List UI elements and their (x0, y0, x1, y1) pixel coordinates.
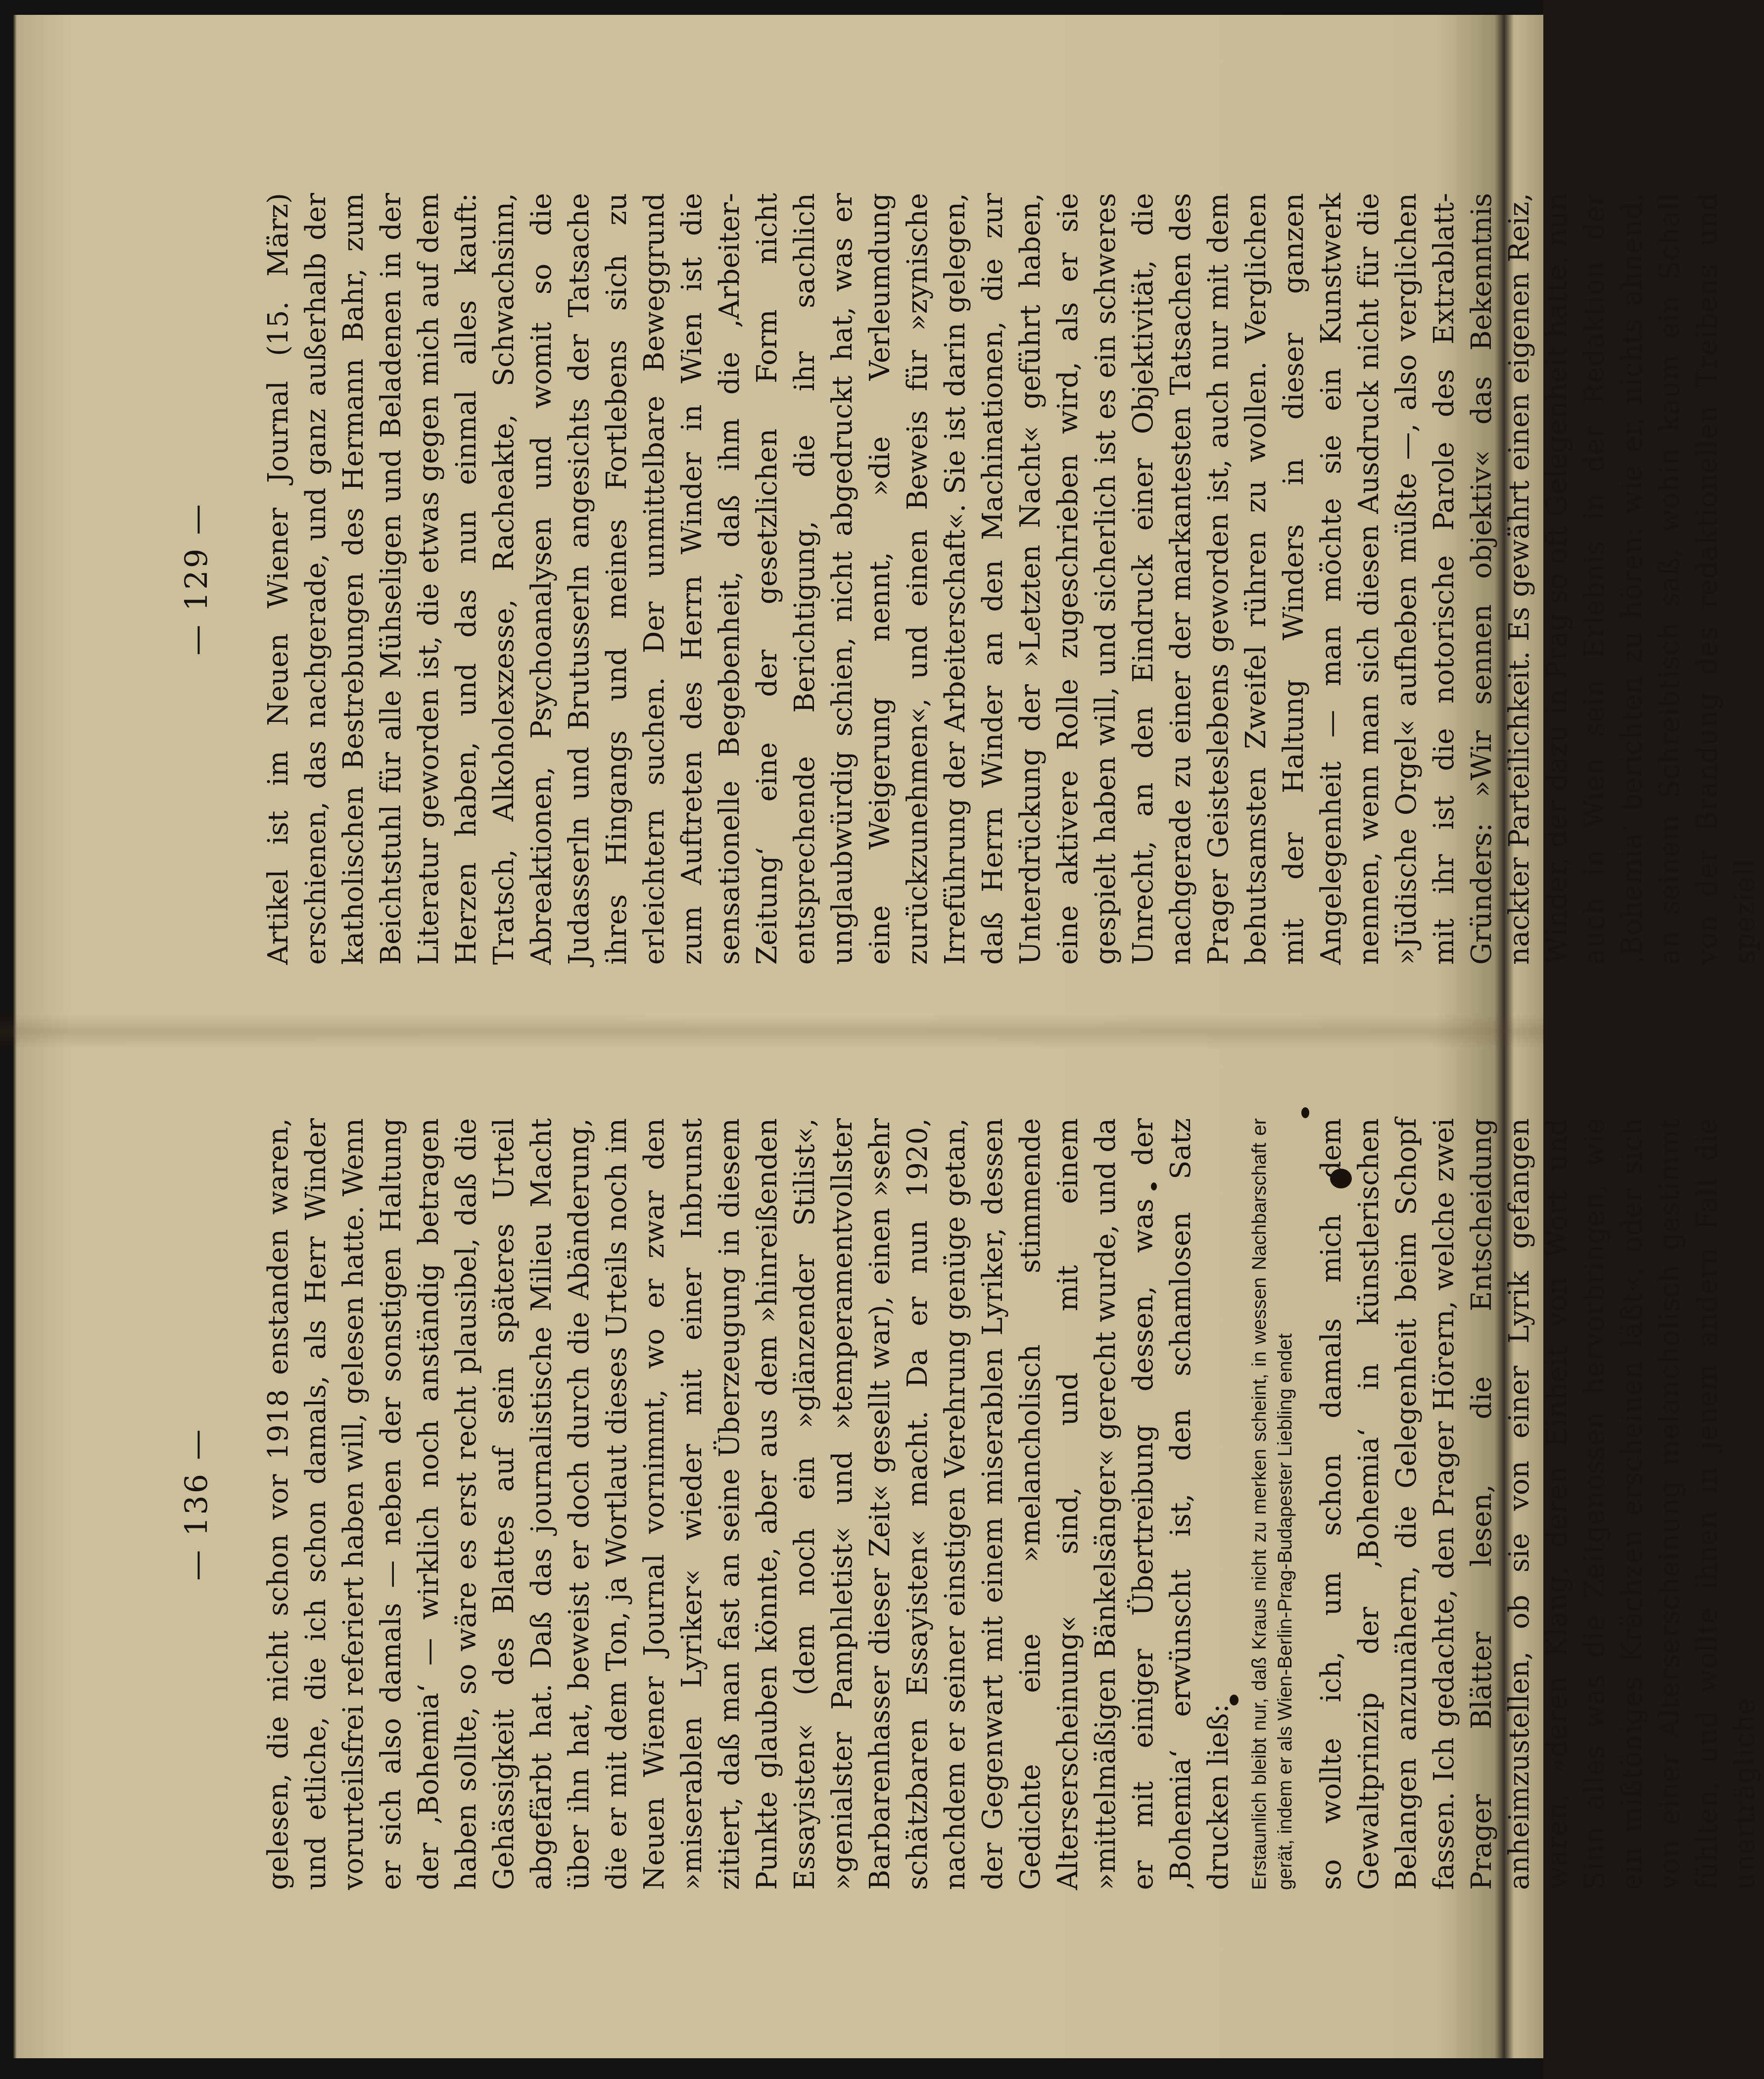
page-136 (178, 1113, 1761, 1895)
paragraph: Artikel ist im Neuen Wiener Journal (15. März) erschienen, das nachgerade, und ganz außerhalb der katholischen Bestrebungen des Hermann Bahr, zum Beichtstuhl für alle Mühseligen und Beladenen in der Literatur geworden ist, die etwas gegen mich auf dem Herzen haben, und das nun einmal alles kauft: Tratsch, Alkoholexzesse, Racheakte, Schwachsinn, Abreaktionen, Psychoanalysen und womit so die Judasserln und Brutusserln angesichts der Tatsache ihres Hingangs und meines Fortlebens sich zu erleichtern suchen. Der unmittelbare Beweggrund zum Auftreten des Herrn Winder in Wien ist die sensationelle Begebenheit, daß ihm die ‚Arbeiter-Zeitung‘ eine der gesetzlichen Form nicht entsprechende Berichtigung, die ihr sachlich unglaubwürdig schien, nicht abgedruckt hat, was er eine Weigerung nennt, »die Verleumdung zurückzunehmen«, und einen Beweis für »zynische Irreführung der Arbeiterschaft«. Sie ist darin gelegen, daß Herrn Winder an den Machinationen, die zur Unterdrückung der »Letzten Nacht« geführt haben, eine aktivere Rolle zugeschrieben wird, als er sie gespielt haben will, und sicherlich ist es ein schweres Unrecht, an den Eindruck einer Objektivität, die nachgerade zu einer der markantesten Tatsachen des Prager Geisteslebens geworden ist, auch nur mit dem behutsamsten Zweifel rühren zu wollen. Verglichen mit der Haltung Winders in dieser ganzen Angelegenheit — man möchte sie ein Kunstwerk nennen, wenn man sich diesen Ausdruck nicht für die »Jüdische Orgel« aufheben müßte —, also verglichen mit ihr ist die notorische Parole des Extrablatt-Gründers: »Wir sennen objektiv« das Bekenntnis nackter Parteilichkeit. Es gewährt einen eigenen Reiz, Winder, der dazu in Prag so oft Gelegenheit hatte, nun auch in Wien sein Erlebnis in der Redaktion der ‚Bohemia‘ berichten zu hören: wie er, nichts ahnend, an seinem Schreibtisch saß, wohin kaum ein Schall von der Brandung des redaktionellen Treibens und speziell (262, 193, 1761, 965)
page-fold (0, 1014, 1543, 1049)
page-number: — 136 — (178, 1427, 214, 1581)
page-body (260, 1118, 1764, 1890)
footnote: Erstaunlich bleibt nur, daß Kraus nicht zu merken scheint, in wessen Nachbarschaft er gerät, indem er als Wien-Berlin-Prag-Budapester Liebling endet (1248, 1118, 1296, 1890)
page-129 (178, 188, 1761, 970)
page-number: — 129 — (178, 502, 214, 656)
page-body (260, 193, 1764, 965)
scan-border-top (0, 0, 1543, 15)
scan-border-bottom (0, 2058, 1543, 2079)
paragraph: so wollte ich, um schon damals mich dem Gewaltprinzip der ‚Bohemia‘ in künstlerischen Belangen anzunähern, die Gelegenheit beim Schopf fassen. Ich gedachte, den Prager Hörern, welche zwei Prager Blätter lesen, die Entscheidung anheimzustellen, ob sie von einer Lyrik gefangen waren, »deren Klang, deren Einheit von Wort und Sinn alles was die Zeitgenossen hervorbringen, wie ein mißtöniges Krächzen erscheinen läßt«, oder sich von einer Alterserscheinung melancholisch gestimmt fühlten, und wollte ihnen in jenem andern Fall die unerträgliche (1315, 1118, 1761, 1890)
paragraph: gelesen, die nicht schon vor 1918 enstanden waren, und etliche, die ich schon damals, als Herr Winder vorurteilsfrei referiert haben will, gelesen hatte. Wenn er sich also damals — neben der sonstigen Haltung der ‚Bohemia‘ — wirklich noch anständig betragen haben sollte, so wäre es erst recht plausibel, daß die Gehässigkeit des Blattes auf sein späteres Urteil abgefärbt hat. Daß das journalistische Milieu Macht über ihn hat, beweist er doch durch die Abänderung, die er mit dem Ton, ja Wortlaut dieses Urteils noch im Neuen Wiener Journal vornimmt, wo er zwar den »miserablen Lyriker« wieder mit einer Inbrunst zitiert, daß man fast an seine Überzeugung in diesem Punkte glauben könnte, aber aus dem »hinreißenden Essayisten« (dem noch ein »glänzender Stilist«, »genialster Pamphletist« und »temperamentvollster Barbarenhasser dieser Zeit« gesellt war), einen »sehr schätzbaren Essayisten« macht. Da er nun 1920, nachdem er seiner einstigen Verehrung genüge getan, der Gegenwart mit einem miserablen Lyriker, dessen Gedichte eine »melancholisch stimmende Alterserscheinung« sind, und mit einem »mittelmäßigen Bänkelsänger« gerecht wurde, und da er mit einiger Übertreibung dessen, was der ‚Bohemia‘ erwünscht ist, den schamlosen Satz drucken ließ: (262, 1118, 1235, 1890)
